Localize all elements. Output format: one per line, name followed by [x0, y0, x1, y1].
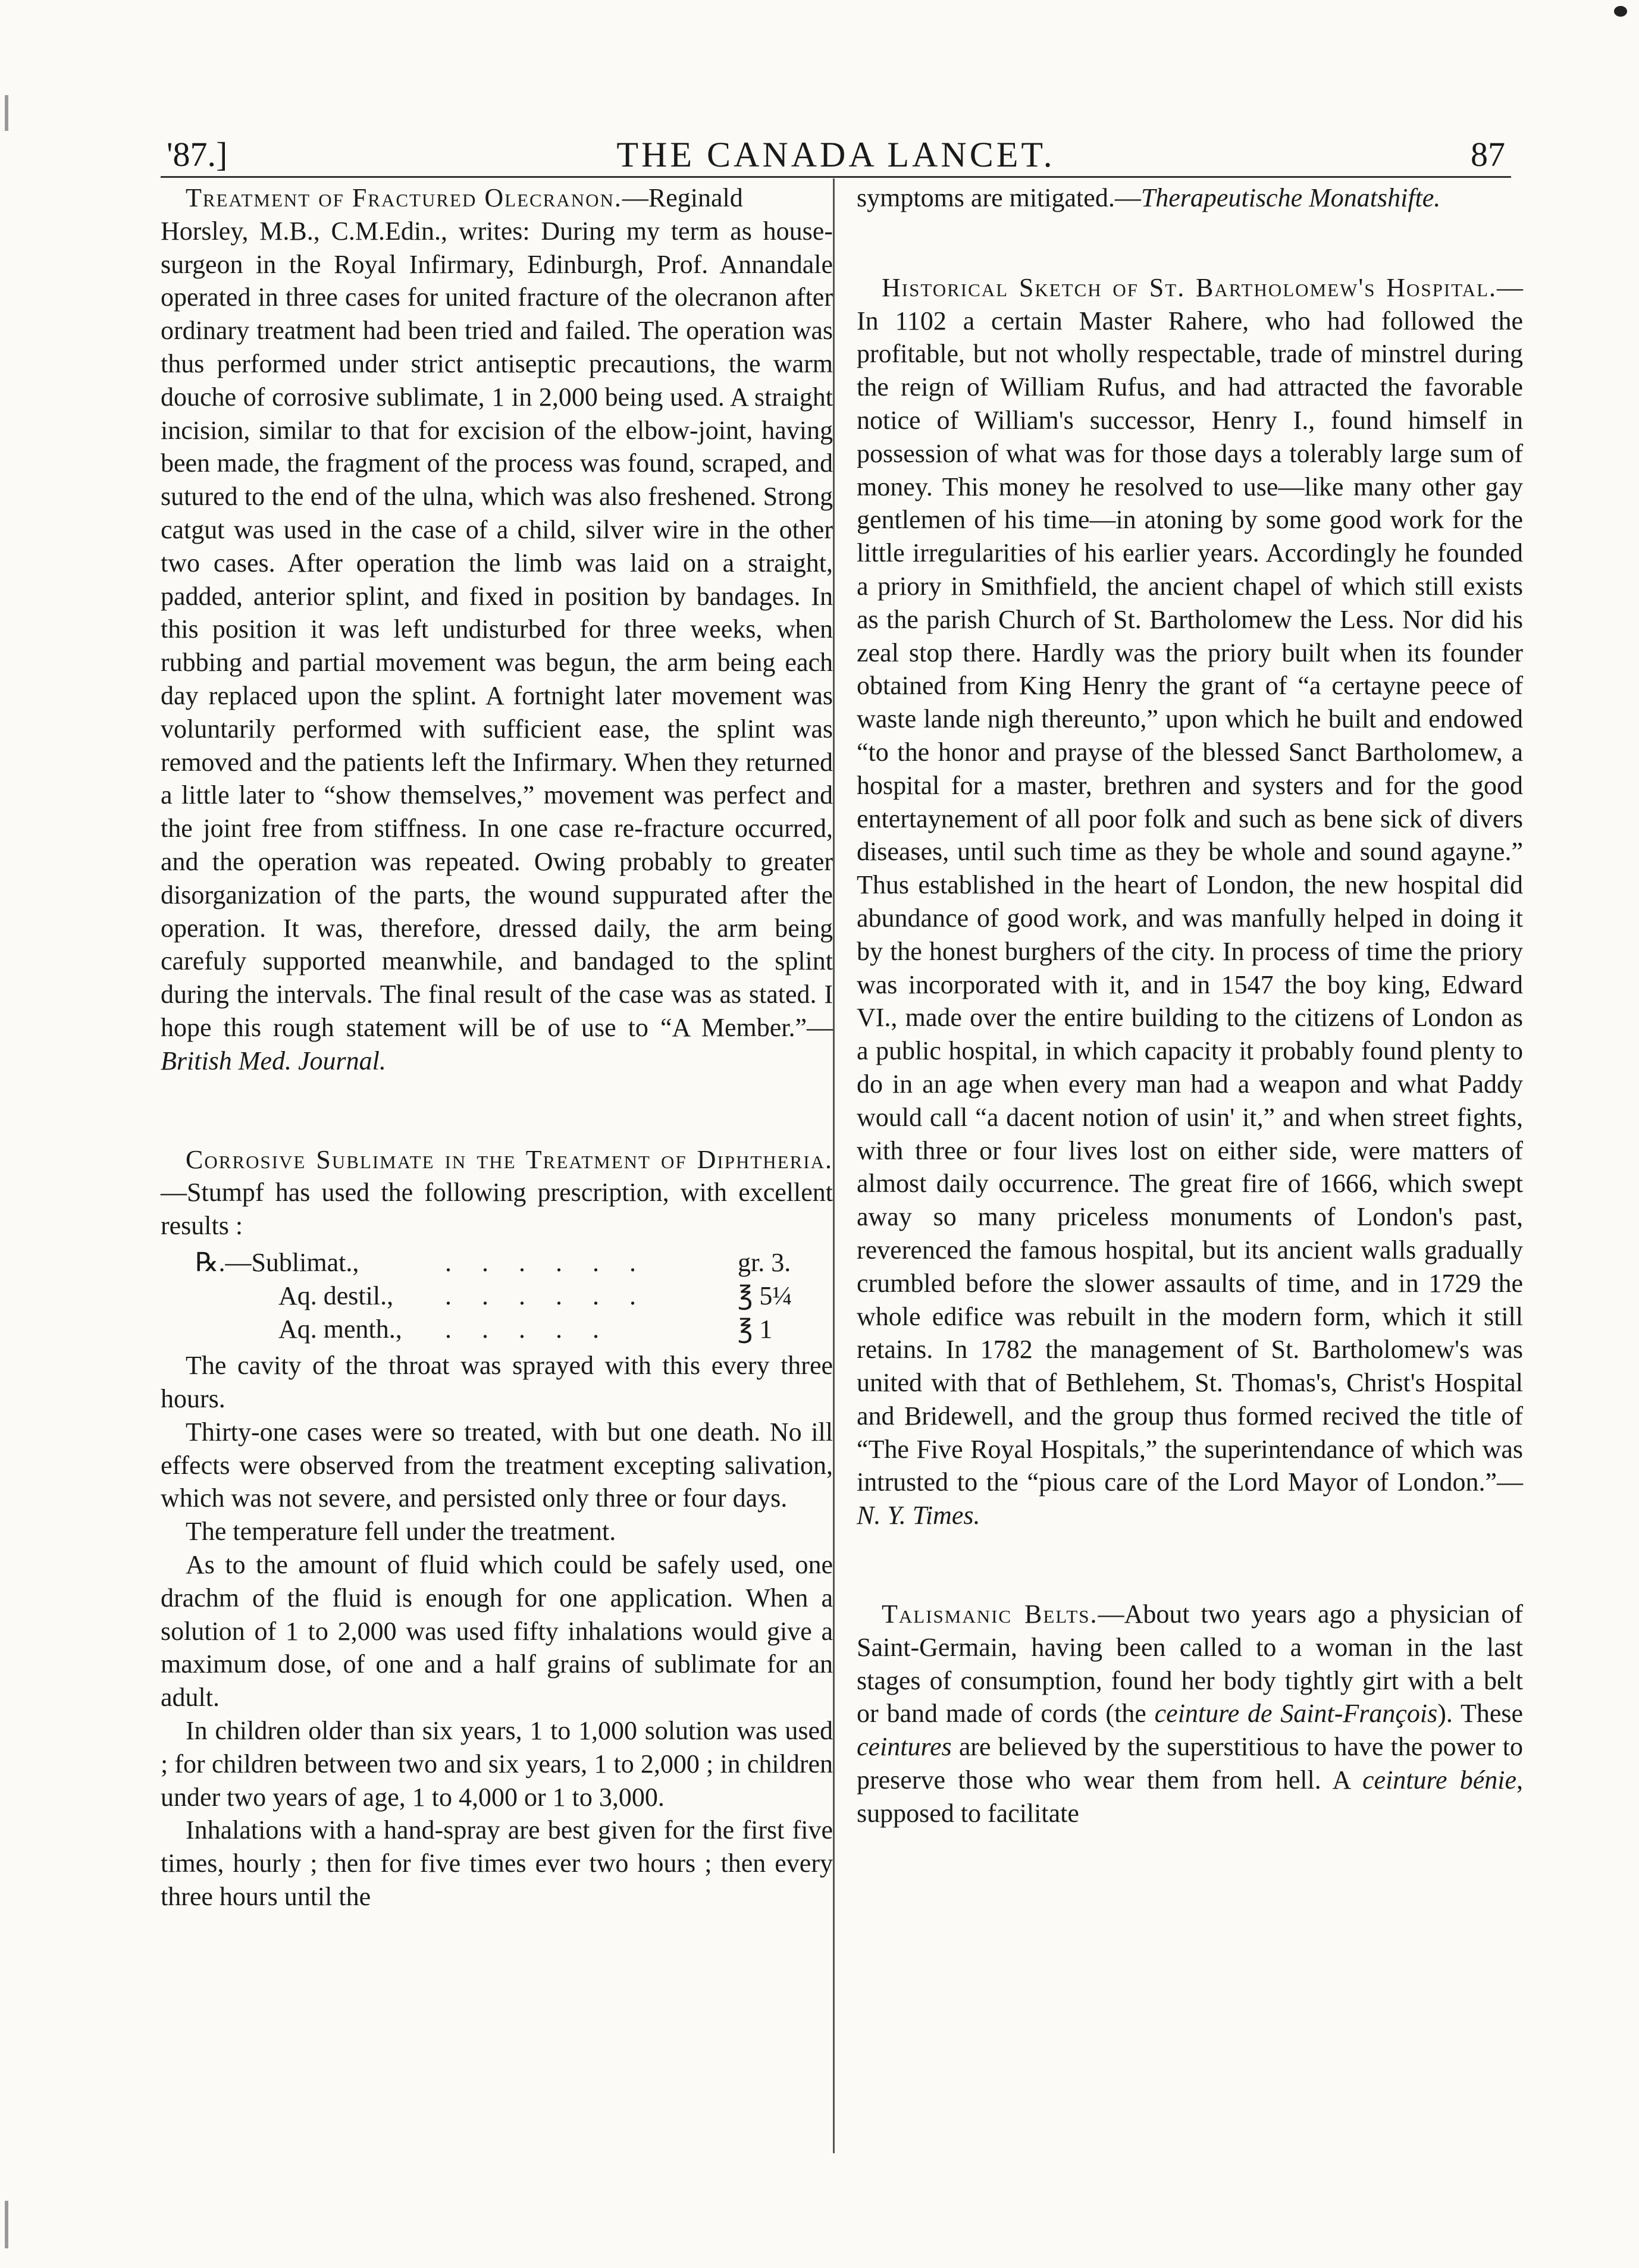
section-gap — [857, 215, 1523, 271]
paragraph: Inhalations with a hand-spray are best given for the first five times, hourly ; then for five times ever two hours ; then every three hours until the — [161, 1815, 833, 1912]
article-body: are believed by the superstitious to have the power to preserve those who wear them from hell. A — [857, 1732, 1523, 1795]
prescription-line — [161, 1313, 833, 1346]
paragraph: Thirty-one cases were so treated, with but one death. No ill effects were observed from the treatment excepting salivation, which was not severe, and persisted only three or four days. — [161, 1417, 833, 1513]
article-source: British Med. Journal. — [161, 1046, 386, 1075]
paragraph: As to the amount of fluid which could be safely used, one drachm of the fluid is enough for one application. When a solution of 1 to 2,000 was used fifty inhalations would give a maximum dose, of one and a half grains of sublimate for an adult. — [161, 1550, 833, 1712]
section-gap — [161, 1078, 833, 1143]
ingredient-quantity: ℥ 5¼ — [738, 1281, 792, 1310]
left-column — [161, 181, 833, 1913]
ink-smudge — [1614, 6, 1627, 17]
paragraph: The cavity of the throat was sprayed with this every three hours. — [161, 1351, 833, 1414]
column-divider — [833, 178, 835, 2153]
article-diphtheria — [161, 1143, 833, 1243]
article-body: symptoms are mitigated.— — [857, 183, 1141, 212]
header-year: '87.] — [167, 135, 228, 174]
scan-edge-mark — [5, 2201, 8, 2248]
article-heading: Historical Sketch of St. Bartholomew's Hospital. — [882, 272, 1497, 302]
article-body: ). These — [1437, 1699, 1523, 1729]
article-body: —In 1102 a certain Master Rahere, who had followed the profitable, but not wholly respectable, trade of minstrel during the reign of William Rufus, and had attracted the favorable notice of William's successor, Henry I., found himself in possession of what was for those days a tolerably large sum of money. This money he resolved to use—like many other gay gentlemen of his time—in atoning by some good work for the little irregularities of his earlier years. Accordingly he founded a priory in Smithfield, the ancient chapel of which still exists as the parish Church of St. Bartholomew the Less. Nor did his zeal stop there. Hardly was the priory built when its founder obtained from King Henry the grant of “a certayne peece of waste lande nigh thereunto,” upon which he built and endowed “to the honor and prayse of the blessed Sanct Bartholomew, a hospital for a master, brethren and systers and for the good entertaynement of all poor folk and such as bene sick of divers diseases, until such time as they be whole and sound agayne.” Thus established in the heart of London, the new hospital did abundance of good work, and was manfully helped in doing it by the honest burghers of the city. In process of time the priory was incorporated with it, and in 1547 the boy king, Edward VI., made over the entire building to the citizens of London as a public hospital, in which capacity it probably found plenty to do in an age when every man had a weapon and what Paddy would call “a dacent notion of usin' it,” and when street fights, with three or four lives lost on either side, were matters of almost daily occurrence. The great fire of 1666, which swept away so many priceless monuments of London's past, reverenced the famous hospital, but its ancient walls gradually crumbled before the slower assaults of time, and in 1729 the whole edifice was rebuilt in the modern form, which it still retains. In 1782 the management of St. Bartholomew's was united with that of Bethlehem, St. Thomas's, Christ's Hospital and Bridewell, and the group thus formed recived the title of “The Five Royal Hospitals,” the superintendance of which was intrusted to the “pious care of the Lord Mayor of London.”— — [857, 272, 1523, 1497]
article-body: —About two years ago a physician of Saint-Germain, having been called to a woman in the last stages of consumption, found her body tightly girt with a belt or band made of cords (the — [857, 1599, 1523, 1729]
prescription — [161, 1246, 833, 1345]
article-talismanic-belts — [857, 1598, 1523, 1830]
italic-term: ceintures — [857, 1732, 952, 1762]
leader-dots: . . . . . — [445, 1314, 611, 1344]
continued-text — [857, 181, 1523, 215]
ingredient-quantity: ℥ 1 — [738, 1314, 773, 1344]
running-header — [161, 131, 1511, 178]
prescription-line — [161, 1246, 833, 1279]
italic-term: ceinture de Saint-François — [1154, 1699, 1438, 1729]
header-rule — [161, 176, 1511, 178]
paragraph: The temperature fell under the treatment. — [186, 1517, 616, 1546]
article-bartholomew — [857, 271, 1523, 1532]
leader-dots: . . . . . . — [445, 1281, 648, 1310]
ingredient-name: Aq. destil., — [278, 1281, 394, 1310]
leader-dots: . . . . . . — [445, 1247, 648, 1277]
paragraph: In children older than six years, 1 to 1,000 solution was used ; for children between two and six years, 1 to 2,000 ; in children under two years of age, 1 to 4,000 or 1 to 3,000. — [161, 1716, 833, 1812]
journal-title: THE CANADA LANCET. — [616, 135, 1055, 174]
article-body: —Stumpf has used the following prescription, with excellent results : — [161, 1178, 833, 1241]
ingredient-quantity: gr. 3. — [738, 1247, 791, 1277]
article-olecranon — [161, 181, 833, 1078]
prescription-line — [161, 1279, 833, 1313]
article-heading: Treatment of Fractured Olecranon. — [186, 183, 622, 212]
article-heading: Talismanic Belts. — [882, 1599, 1098, 1629]
ingredient-name: ℞.—Sublimat., — [195, 1247, 359, 1277]
ingredient-name: Aq. menth., — [278, 1314, 402, 1344]
article-body: , supposed to facilitate — [857, 1765, 1524, 1828]
article-body: —Reginald Horsley, M.B., C.M.Edin., writes: During my term as house-surgeon in the Royal Infirmary, Edinburgh, Prof. Annandale operated in three cases for united fracture of the olecranon after ordinary treatment had been tried and failed. The operation was thus performed under strict antiseptic precautions, the warm douche of corrosive sublimate, 1 in 2,000 being used. A straight incision, similar to that for excision of the elbow-joint, having been made, the fragment of the process was found, scraped, and sutured to the end of the ulna, which was also freshened. Strong catgut was used in the case of a child, silver wire in the other two cases. After operation the limb was laid on a straight, padded, anterior splint, and fixed in position by bandages. In this position it was left undisturbed for three weeks, when rubbing and partial movement was begun, the arm being each day replaced upon the splint. A fortnight later movement was voluntarily performed with sufficient ease, the splint was removed and the patients left the Infirmary. When they returned a little later to “show themselves,” movement was perfect and the joint free from stiffness. In one case re-fracture occurred, and the operation was repeated. Owing probably to greater disorganization of the parts, the wound suppurated after the operation. It was, therefore, dressed daily, the arm being carefuly supported meanwhile, and bandaged to the splint during the intervals. The final result of the case was as stated. I hope this rough statement will be of use to “A Member.”— — [161, 183, 833, 1042]
italic-term: ceinture bénie — [1362, 1765, 1517, 1795]
section-gap — [857, 1532, 1523, 1598]
page-number: 87 — [1471, 135, 1505, 174]
article-source: N. Y. Times. — [857, 1501, 980, 1530]
article-source: Therapeutische Monatshifte. — [1140, 183, 1441, 212]
article-heading: Corrosive Sublimate in the Treatment of Diphtheria. — [186, 1144, 833, 1174]
scan-edge-mark — [5, 95, 8, 131]
right-column — [857, 181, 1523, 1830]
